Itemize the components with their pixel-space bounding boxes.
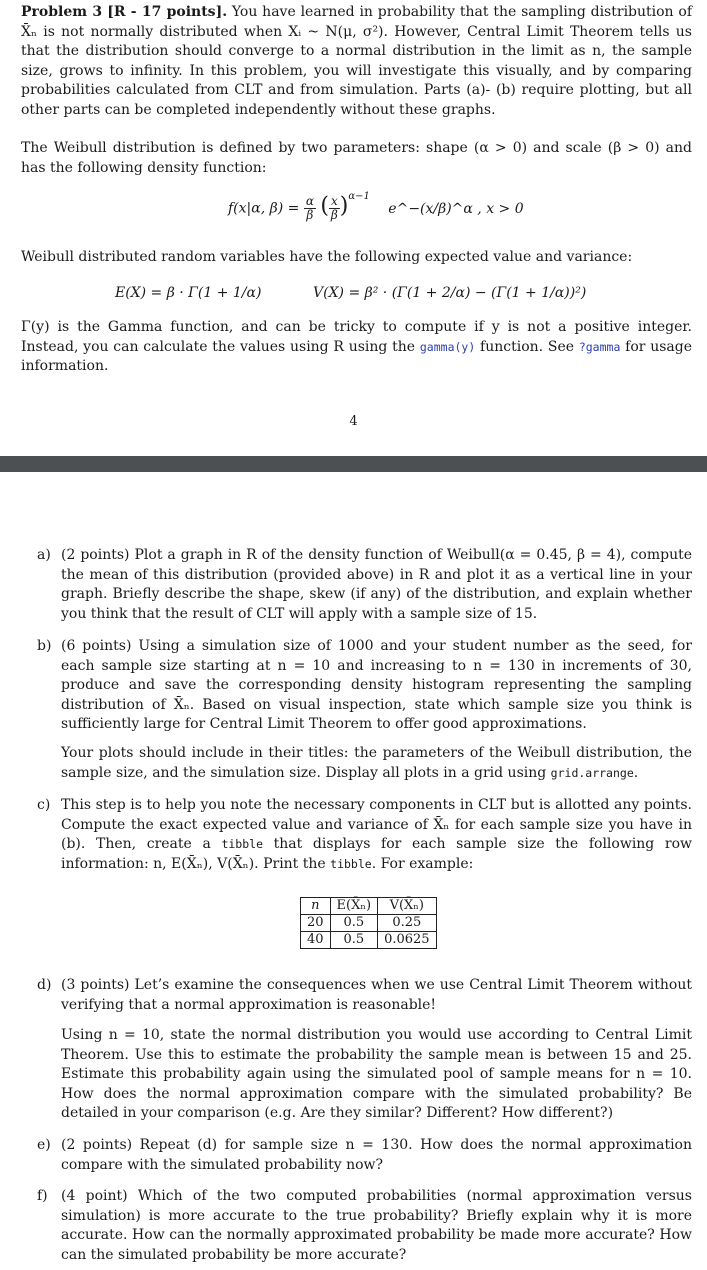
page-separator (0, 456, 707, 472)
problem-intro-text: You have learned in probability that the sampling distribution of X̄ₙ is not normally distributed when Xᵢ ~ N(μ, σ²). However, Central Limit Theorem tells us that the distribution should converge to a normal distribution in the limit as n, the sample size, grows to infinity. In this problem, you will investigate this visually, and by comparing probabilities calculated from CLT and from simulation. Parts (a)- (b) require plotting, but all other parts can be completed independently without these graphs. (21, 4, 693, 118)
problem-heading: Problem 3 [R - 17 points]. (21, 4, 228, 20)
table-cell: 20 (301, 915, 331, 932)
part-b (37, 637, 692, 735)
part-c (37, 796, 692, 874)
page-number: 4 (349, 414, 358, 429)
table-header: V(X̄ₙ) (378, 898, 437, 915)
table-row (301, 915, 437, 932)
density-exponent: α−1 (348, 191, 370, 202)
part-b-note (61, 744, 692, 783)
grid-arrange-code: grid.arrange (550, 765, 634, 780)
part-c-label: c) (37, 797, 51, 813)
part-d-details: Using n = 10, state the normal distribution you would use according to Central Limit Theorem. Use this to estimate the probability the sample mean is between 15 and 25. Estimate this probability again using the simulated pool of sample means for n = 10. How does the normal approximation compare with the simulated probability? Be detailed in your comparison (e.g. Are they similar? Different? How different?) (61, 1027, 692, 1121)
part-c-text-2: that displays for each sample size the following row information: n, E(X̄ₙ), V(X̄ₙ). Print the (61, 836, 693, 872)
table-cell: 0.25 (378, 915, 437, 932)
gamma-note-text-2: function. See (480, 338, 575, 355)
part-e-label: e) (37, 1137, 51, 1153)
problem-intro (21, 3, 692, 120)
part-f (37, 1187, 692, 1265)
part-c-text-1: This step is to help you note the necessary components in CLT but is allotted any points. Compute the exact expected value and variance of X̄ₙ for each sample size you have in (b). Then, create a (61, 797, 692, 852)
density-equation: f(x|α, β) = $\frac{\alpha}{\beta}$ ( $\frac{x}{\beta}$ )$^{\alpha-1}$ e^−(x/β)^α , x > 0 (228, 191, 524, 223)
density-lhs: f(x|α, β) = (228, 200, 300, 217)
gamma-help-code: ?gamma (578, 339, 621, 354)
variance-formula: V(X) = β² · (Γ(1 + 2/α) − (Γ(1 + 1/α))²) (313, 285, 587, 301)
tibble-code-2: tibble (330, 856, 372, 871)
table-cell: 40 (301, 932, 331, 949)
gamma-note-text-3: for usage information. (21, 338, 693, 374)
alpha-over-beta: $\frac{\alpha}{\beta}$ (305, 194, 314, 223)
part-d (37, 976, 692, 1015)
page-5 (0, 472, 707, 1270)
table-cell: 0.0625 (378, 932, 437, 949)
ev-intro: Weibull distributed random variables have the following expected value and variance: (21, 249, 633, 265)
part-f-label: f) (37, 1188, 48, 1204)
part-c-text (61, 796, 692, 874)
page-4 (0, 0, 707, 456)
example-table (300, 897, 437, 949)
gamma-code: gamma(y) (419, 339, 476, 354)
expected-value-formula: E(X) = β · Γ(1 + 1/α) (115, 285, 262, 301)
part-d-text: (3 points) Let’s examine the consequences when we use Central Limit Theorem without verifying that a normal approximation is reasonable! (61, 977, 692, 1013)
table-header: n (301, 898, 331, 915)
part-a-label: a) (37, 547, 51, 563)
table-header: E(X̄ₙ) (330, 898, 378, 915)
density-condition: e^−(x/β)^α , x > 0 (388, 200, 524, 217)
part-b-note-end: . (633, 764, 639, 781)
part-f-text: (4 point) Which of the two computed probabilities (normal approximation versus simulation) is more accurate to the true probability? Briefly explain why it is more accurate. How can the normally approximated probability be made more accurate? How can the simulated probability be more accurate? (61, 1188, 692, 1263)
part-c-text-3: . For example: (371, 855, 474, 872)
table-cell: 0.5 (330, 915, 378, 932)
part-b-label: b) (37, 638, 52, 654)
part-e-text: (2 points) Repeat (d) for sample size n = 130. How does the normal approximation compare with the simulated probability now? (61, 1137, 692, 1173)
tibble-code: tibble (221, 837, 263, 851)
table-cell: 0.5 (330, 932, 378, 949)
table-header-row (301, 898, 437, 915)
gamma-note-text: Γ(y) is the Gamma function, and can be tricky to compute if y is not a positive integer. Instead, you can calculate the values using R using the (21, 319, 692, 355)
weibull-definition: The Weibull distribution is defined by two parameters: shape (α > 0) and scale (β > 0) and has the following density function: (21, 140, 692, 176)
part-b-text: (6 points) Using a simulation size of 1000 and your student number as the seed, for each sample size starting at n = 10 and increasing to n = 130 in increments of 30, produce and save the corresponding density histogram representing the sampling distribution of X̄ₙ. Based on visual inspection, state which sample size you think is sufficiently large for Central Limit Theorem to offer good approximations. (61, 638, 692, 732)
gamma-note (21, 318, 692, 377)
part-d-label: d) (37, 977, 52, 993)
part-e (37, 1136, 692, 1175)
table-row (301, 932, 437, 949)
part-a (37, 546, 692, 624)
x-over-beta: $\frac{x}{\beta}$ (330, 194, 338, 223)
part-b-note-text: Your plots should include in their titles: the parameters of the Weibull distribution, the sample size, and the simulation size. Display all plots in a grid using (61, 745, 692, 781)
part-a-text: (2 points) Plot a graph in R of the density function of Weibull(α = 0.45, β = 4), compute the mean of this distribution (provided above) in R and plot it as a vertical line in your graph. Briefly describe the shape, skew (if any) of the distribution, and explain whether you think that the result of CLT will apply with a sample size of 15. (61, 547, 692, 622)
